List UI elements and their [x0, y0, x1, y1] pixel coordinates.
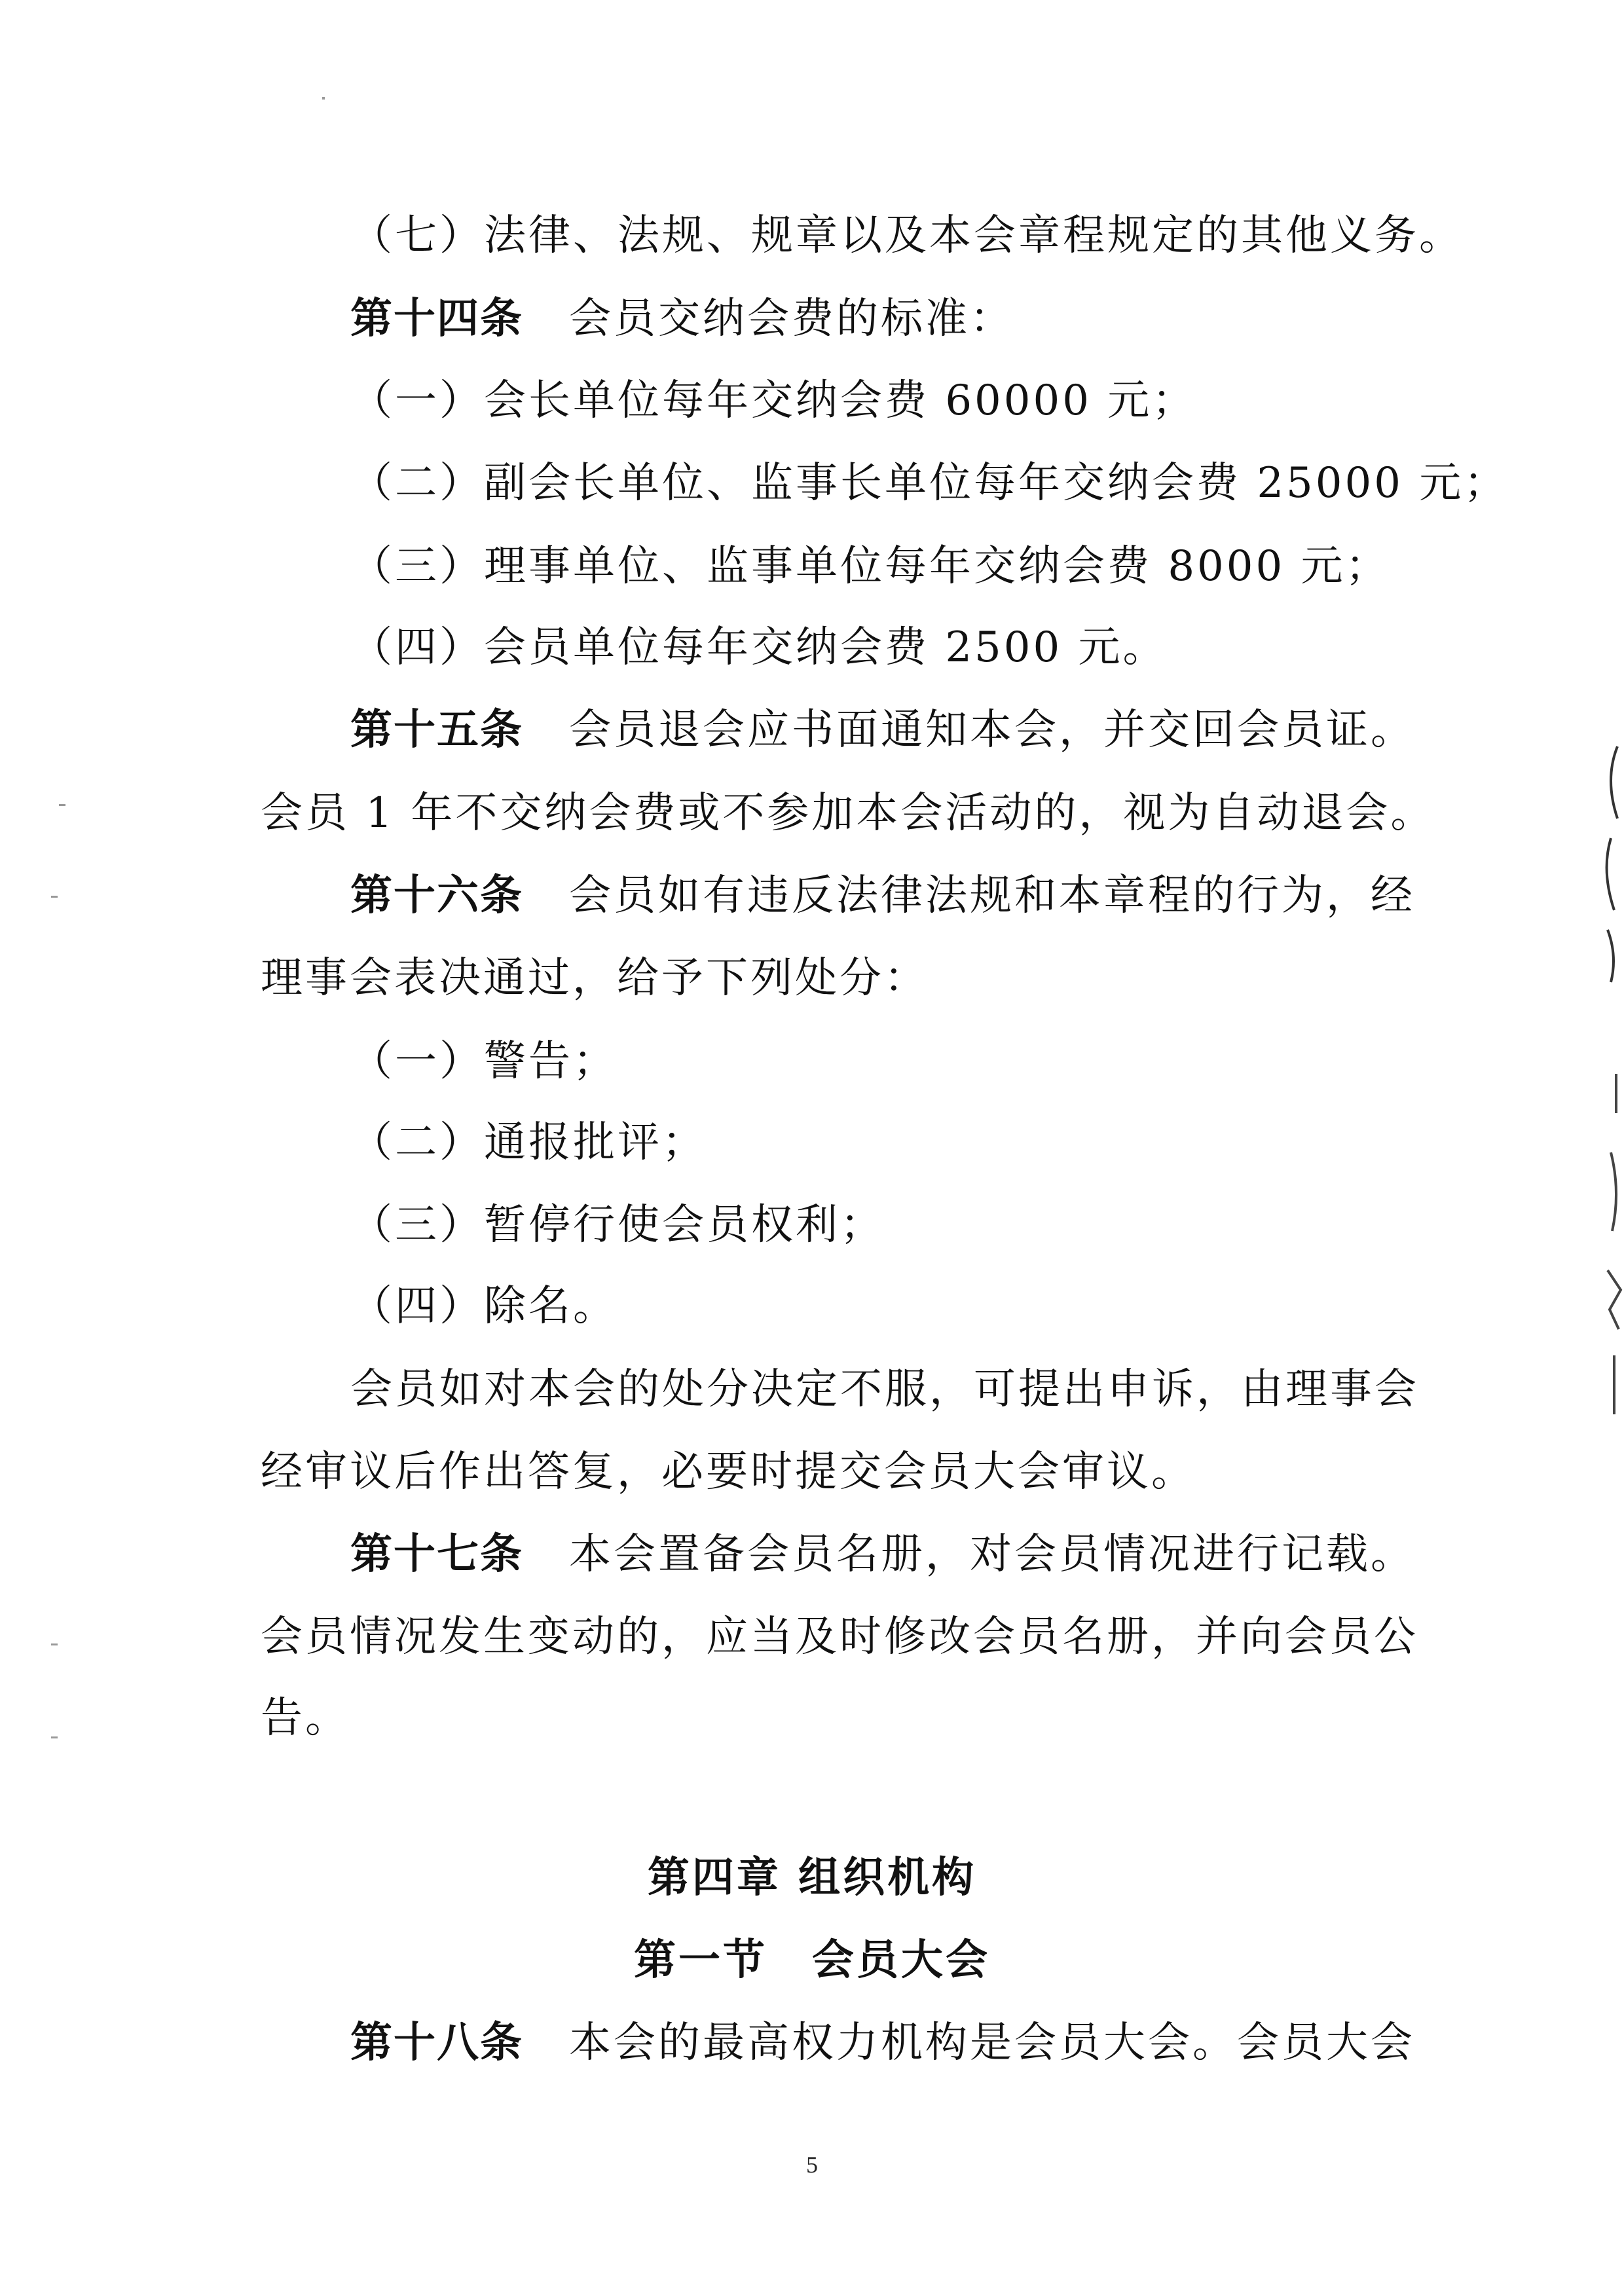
- paragraph-line: 会员情况发生变动的，应当及时修改会员名册，并向会员公: [261, 1613, 1418, 1661]
- list-item: （四）会员单位每年交纳会费 2500 元。: [350, 623, 1168, 672]
- paragraph-line: 理事会表决通过，给予下列处分：: [261, 954, 929, 1002]
- article-label: 第十六条: [350, 872, 523, 920]
- article-16-line: [350, 870, 1415, 922]
- paragraph-line: 会员如对本会的处分决定不服，可提出申诉，由理事会: [350, 1365, 1419, 1414]
- page-number: 5: [806, 2152, 818, 2178]
- article-text: 会员如有违反法律法规和本章程的行为，经: [569, 872, 1415, 920]
- paragraph-line: （七）法律、法规、规章以及本会章程规定的其他义务。: [350, 211, 1464, 260]
- article-label: 第十四条: [350, 295, 523, 343]
- chapter-title: 第四章 组织机构: [647, 1854, 977, 1902]
- scan-speck: [51, 1643, 58, 1645]
- list-item: （二）副会长单位、监事长单位每年交纳会费 25000 元；: [350, 459, 1509, 507]
- article-text: 本会置备会员名册，对会员情况进行记载。: [569, 1530, 1415, 1579]
- article-14-line: [350, 293, 1014, 345]
- paragraph-line: 会员 1 年不交纳会费或不参加本会活动的，视为自动退会。: [261, 789, 1435, 837]
- list-item: （一）会长单位每年交纳会费 60000 元；: [350, 376, 1197, 425]
- paragraph-line: 告。: [261, 1694, 350, 1742]
- article-text: 本会的最高权力机构是会员大会。会员大会: [569, 2019, 1415, 2067]
- list-item: （三）理事单位、监事单位每年交纳会费 8000 元；: [350, 542, 1390, 591]
- article-label: 第十五条: [350, 706, 523, 754]
- scan-speck: [51, 1736, 58, 1738]
- scan-speck: [59, 804, 65, 806]
- article-text: 会员退会应书面通知本会，并交回会员证。: [569, 706, 1415, 754]
- scan-speck: [51, 896, 58, 898]
- article-label: 第十七条: [350, 1530, 523, 1579]
- list-item: （四）除名。: [350, 1282, 618, 1331]
- article-17-line: [350, 1528, 1415, 1581]
- article-15-line: [350, 704, 1415, 756]
- list-item: （二）通报批评；: [350, 1118, 707, 1167]
- seal-fragment-icon: [1598, 1074, 1624, 1414]
- list-item: （三）暂停行使会员权利；: [350, 1201, 885, 1249]
- article-text: 会员交纳会费的标准：: [569, 295, 1014, 343]
- seal-fragment-icon: [1598, 740, 1624, 989]
- article-18-line: [350, 2017, 1415, 2069]
- scan-speck: [322, 97, 325, 100]
- list-item: （一）警告；: [350, 1037, 618, 1086]
- article-label: 第十八条: [350, 2019, 523, 2067]
- section-title: 第一节 会员大会: [634, 1936, 990, 1985]
- paragraph-line: 经审议后作出答复，必要时提交会员大会审议。: [261, 1448, 1196, 1496]
